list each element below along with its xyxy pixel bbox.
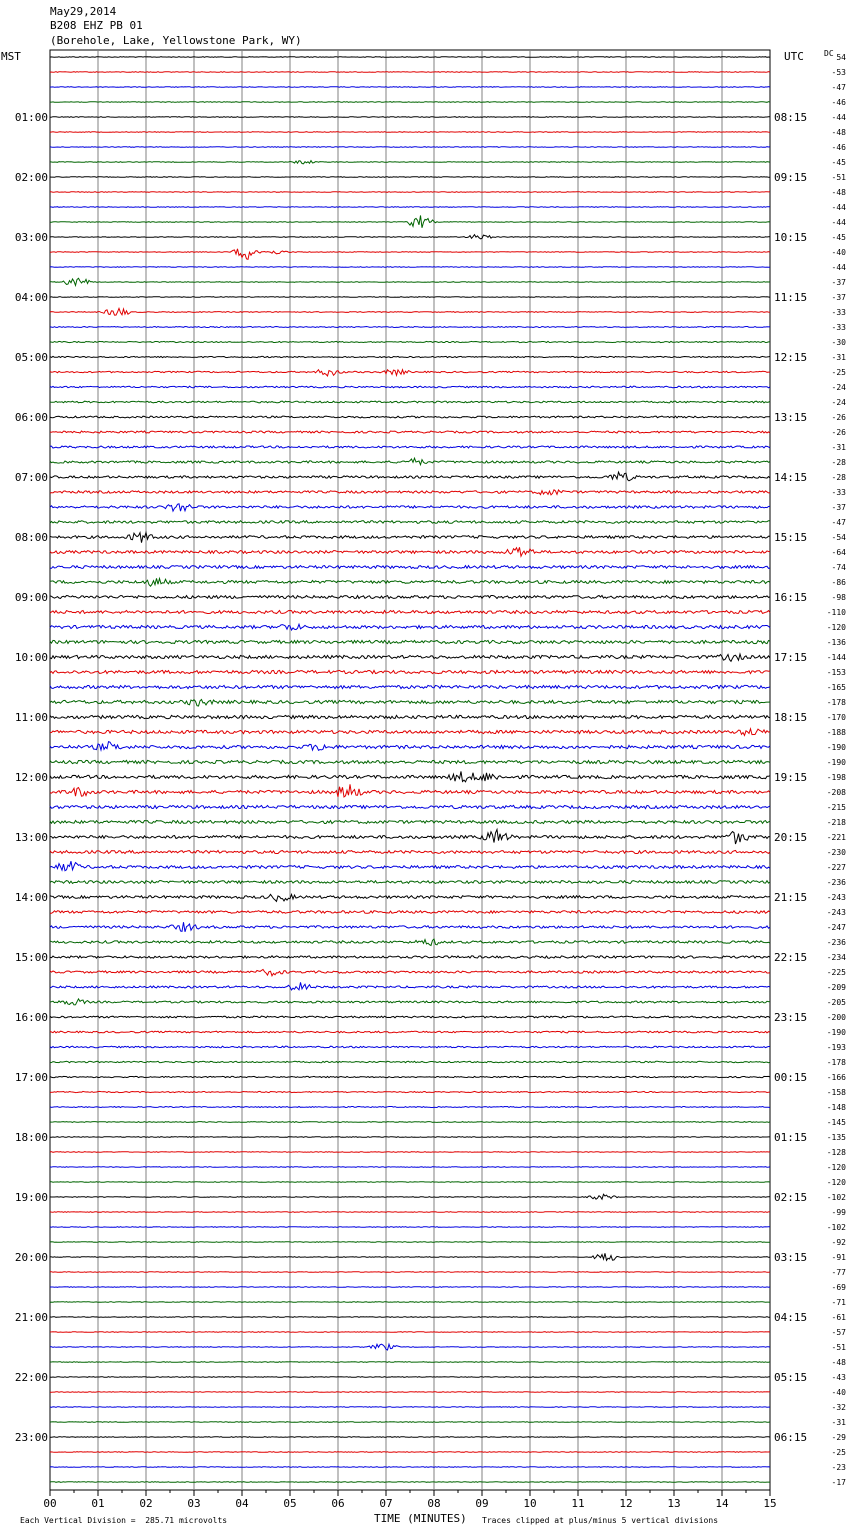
seismic-trace — [50, 249, 770, 259]
dc-offset-label: -40 — [831, 248, 846, 257]
dc-offset-label: -227 — [826, 863, 846, 872]
dc-offset-label: -198 — [826, 773, 846, 782]
seismic-trace — [50, 1182, 770, 1183]
seismic-trace — [50, 1362, 770, 1363]
mst-hour-label: 14:00 — [14, 891, 48, 904]
seismic-trace — [50, 267, 770, 268]
seismic-trace — [50, 1137, 770, 1138]
dc-offset-label: -44 — [831, 218, 846, 227]
seismic-trace — [50, 215, 770, 227]
mst-hour-label: 02:00 — [14, 171, 48, 184]
dc-offset-label: -128 — [826, 1148, 846, 1157]
utc-hour-label: 16:15 — [774, 591, 808, 604]
dc-offset-label: -24 — [831, 383, 846, 392]
utc-hour-label: 08:15 — [774, 111, 808, 124]
dc-offset-label: -57 — [831, 1328, 846, 1337]
dc-offset-label: -190 — [826, 758, 846, 767]
seismic-trace — [50, 1482, 770, 1483]
x-tick-label: 00 — [43, 1497, 57, 1510]
seismic-trace — [50, 1452, 770, 1453]
x-tick-label: 13 — [667, 1497, 681, 1510]
dc-offset-label: -71 — [831, 1298, 846, 1307]
dc-offset-label: -99 — [831, 1208, 846, 1217]
seismic-trace — [50, 533, 770, 543]
seismic-trace — [50, 458, 770, 465]
mst-hour-label: 04:00 — [14, 291, 48, 304]
mst-hour-label: 01:00 — [14, 111, 48, 124]
seismic-trace — [50, 72, 770, 73]
seismic-trace — [50, 1091, 770, 1092]
dc-offset-label: -190 — [826, 743, 846, 752]
seismic-trace — [50, 401, 770, 403]
seismic-trace — [50, 1227, 770, 1228]
seismic-trace — [50, 578, 770, 586]
x-tick-label: 06 — [331, 1497, 345, 1510]
mst-hour-label: 19:00 — [14, 1191, 48, 1204]
chart-date-title: May29,2014 — [50, 5, 117, 18]
mst-hour-label: 07:00 — [14, 471, 48, 484]
dc-offset-label: -45 — [831, 233, 846, 242]
seismic-trace — [50, 700, 770, 707]
seismic-trace — [50, 894, 770, 901]
dc-offset-label: -28 — [831, 473, 846, 482]
seismic-trace — [50, 742, 770, 751]
seismic-trace — [50, 969, 770, 975]
dc-offset-label: -46 — [831, 143, 846, 152]
dc-offset-label: -188 — [826, 728, 846, 737]
dc-offset-label: -91 — [831, 1253, 846, 1262]
dc-offset-label: -29 — [831, 1433, 846, 1442]
seismic-trace — [50, 611, 770, 614]
dc-offset-label: -48 — [831, 188, 846, 197]
dc-offset-label: -221 — [826, 833, 846, 842]
dc-offset-label: -193 — [826, 1043, 846, 1052]
seismic-trace — [50, 1317, 770, 1318]
utc-hour-label: 20:15 — [774, 831, 808, 844]
dc-offset-label: -190 — [826, 1028, 846, 1037]
seismic-trace — [50, 654, 770, 661]
seismic-trace — [50, 235, 770, 239]
seismic-trace — [50, 1344, 770, 1350]
dc-offset-label: -37 — [831, 503, 846, 512]
x-tick-label: 04 — [235, 1497, 249, 1510]
utc-hour-label: 22:15 — [774, 951, 808, 964]
utc-hour-label: 15:15 — [774, 531, 808, 544]
seismic-trace — [50, 370, 770, 376]
seismic-trace — [50, 670, 770, 673]
dc-offset-label: -32 — [831, 1403, 846, 1412]
seismic-trace — [50, 1122, 770, 1123]
seismic-trace — [50, 1287, 770, 1288]
utc-hour-label: 17:15 — [774, 651, 808, 664]
seismic-trace — [50, 308, 770, 315]
seismic-trace — [50, 341, 770, 342]
mst-hour-label: 09:00 — [14, 591, 48, 604]
seismic-trace — [50, 192, 770, 193]
x-tick-label: 07 — [379, 1497, 393, 1510]
dc-offset-label: -37 — [831, 278, 846, 287]
dc-offset-label: -23 — [831, 1463, 846, 1472]
dc-offset-label: -53 — [831, 68, 846, 77]
seismic-trace — [50, 1046, 770, 1048]
dc-offset-label: -243 — [826, 893, 846, 902]
x-tick-label: 15 — [763, 1497, 777, 1510]
utc-hour-label: 21:15 — [774, 891, 808, 904]
seismic-trace — [50, 490, 770, 495]
seismic-trace — [50, 1253, 770, 1260]
seismic-trace — [50, 1031, 770, 1033]
x-tick-label: 10 — [523, 1497, 537, 1510]
seismic-trace — [50, 999, 770, 1005]
seismic-trace — [50, 57, 770, 58]
seismic-trace — [50, 1407, 770, 1408]
right-timezone-label: UTC — [784, 50, 804, 63]
seismic-trace — [50, 596, 770, 599]
dc-offset-label: -209 — [826, 983, 846, 992]
seismic-trace — [50, 1392, 770, 1393]
dc-offset-label: -102 — [826, 1223, 846, 1232]
seismic-trace — [50, 939, 770, 946]
seismic-trace — [50, 624, 770, 630]
dc-offset-label: -205 — [826, 998, 846, 1007]
dc-offset-label: -225 — [826, 968, 846, 977]
mst-hour-label: 06:00 — [14, 411, 48, 424]
dc-offset-label: -33 — [831, 323, 846, 332]
seismic-trace — [50, 911, 770, 914]
x-axis-title: TIME (MINUTES) — [374, 1512, 467, 1525]
dc-offset-label: -236 — [826, 878, 846, 887]
seismic-trace — [50, 1272, 770, 1273]
dc-offset-label: -120 — [826, 1178, 846, 1187]
mst-hour-label: 13:00 — [14, 831, 48, 844]
utc-hour-label: 18:15 — [774, 711, 808, 724]
seismic-trace — [50, 922, 770, 932]
dc-offset-label: -64 — [831, 548, 846, 557]
dc-offset-label: -102 — [826, 1193, 846, 1202]
seismic-trace — [50, 821, 770, 824]
x-tick-label: 14 — [715, 1497, 729, 1510]
seismic-trace — [50, 416, 770, 418]
dc-label: DC — [824, 49, 834, 58]
seismic-trace — [50, 1016, 770, 1018]
dc-offset-label: -48 — [831, 1358, 846, 1367]
x-tick-label: 05 — [283, 1497, 297, 1510]
seismic-trace — [50, 431, 770, 433]
seismic-trace — [50, 1332, 770, 1333]
seismic-trace — [50, 566, 770, 569]
dc-offset-label: -24 — [831, 398, 846, 407]
utc-hour-label: 04:15 — [774, 1311, 808, 1324]
dc-offset-label: -44 — [831, 263, 846, 272]
mst-hour-label: 15:00 — [14, 951, 48, 964]
mst-hour-label: 21:00 — [14, 1311, 48, 1324]
x-tick-label: 08 — [427, 1497, 441, 1510]
seismic-trace — [50, 1076, 770, 1077]
utc-hour-label: 19:15 — [774, 771, 808, 784]
seismic-trace — [50, 472, 770, 481]
dc-offset-label: -208 — [826, 788, 846, 797]
seismic-trace — [50, 1212, 770, 1213]
utc-hour-label: 12:15 — [774, 351, 808, 364]
seismic-trace — [50, 830, 770, 845]
utc-hour-label: 09:15 — [774, 171, 808, 184]
utc-hour-label: 03:15 — [774, 1251, 808, 1264]
dc-offset-label: -145 — [826, 1118, 846, 1127]
dc-offset-label: -33 — [831, 308, 846, 317]
dc-offset-label: -44 — [831, 203, 846, 212]
mst-hour-label: 11:00 — [14, 711, 48, 724]
mst-hour-label: 23:00 — [14, 1431, 48, 1444]
dc-offset-label: -144 — [826, 653, 846, 662]
seismic-trace — [50, 102, 770, 103]
seismic-trace — [50, 356, 770, 357]
dc-offset-label: -31 — [831, 1418, 846, 1427]
dc-offset-label: 54 — [836, 53, 846, 62]
location-label: (Borehole, Lake, Yellowstone Park, WY) — [50, 34, 302, 47]
mst-hour-label: 22:00 — [14, 1371, 48, 1384]
seismic-trace — [50, 715, 770, 718]
mst-hour-label: 20:00 — [14, 1251, 48, 1264]
mst-hour-label: 12:00 — [14, 771, 48, 784]
seismic-trace — [50, 1194, 770, 1199]
seismic-trace — [50, 685, 770, 688]
dc-offset-label: -51 — [831, 1343, 846, 1352]
dc-offset-label: -178 — [826, 1058, 846, 1067]
dc-offset-label: -92 — [831, 1238, 846, 1247]
utc-hour-label: 14:15 — [774, 471, 808, 484]
seismic-trace — [50, 161, 770, 164]
dc-offset-label: -215 — [826, 803, 846, 812]
dc-offset-label: -54 — [831, 533, 846, 542]
seismic-trace — [50, 805, 770, 808]
dc-offset-label: -31 — [831, 443, 846, 452]
dc-offset-label: -77 — [831, 1268, 846, 1277]
x-tick-label: 02 — [139, 1497, 153, 1510]
utc-hour-label: 05:15 — [774, 1371, 808, 1384]
seismic-trace — [50, 1107, 770, 1108]
utc-hour-label: 02:15 — [774, 1191, 808, 1204]
utc-hour-label: 06:15 — [774, 1431, 808, 1444]
dc-offset-label: -31 — [831, 353, 846, 362]
dc-offset-label: -234 — [826, 953, 846, 962]
dc-offset-label: -136 — [826, 638, 846, 647]
dc-offset-label: -28 — [831, 458, 846, 467]
station-label: B208 EHZ PB 01 — [50, 19, 143, 32]
seismic-trace — [50, 1377, 770, 1378]
dc-offset-label: -47 — [831, 83, 846, 92]
seismic-trace — [50, 504, 770, 511]
seismic-trace — [50, 956, 770, 958]
seismic-trace — [50, 1422, 770, 1423]
seismic-trace — [50, 87, 770, 88]
dc-offset-label: -178 — [826, 698, 846, 707]
dc-offset-label: -200 — [826, 1013, 846, 1022]
dc-offset-label: -166 — [826, 1073, 846, 1082]
dc-offset-label: -236 — [826, 938, 846, 947]
dc-offset-label: -17 — [831, 1478, 846, 1487]
seismic-trace — [50, 729, 770, 736]
dc-offset-label: -69 — [831, 1283, 846, 1292]
seismic-trace — [50, 117, 770, 118]
dc-offset-label: -148 — [826, 1103, 846, 1112]
seismic-trace — [50, 446, 770, 448]
dc-offset-label: -165 — [826, 683, 846, 692]
dc-offset-label: -230 — [826, 848, 846, 857]
seismic-trace — [50, 521, 770, 524]
dc-offset-label: -40 — [831, 1388, 846, 1397]
mst-hour-label: 16:00 — [14, 1011, 48, 1024]
dc-offset-label: -120 — [826, 623, 846, 632]
seismic-trace — [50, 760, 770, 763]
dc-offset-label: -46 — [831, 98, 846, 107]
dc-offset-label: -247 — [826, 923, 846, 932]
seismic-trace — [50, 771, 770, 781]
dc-offset-label: -110 — [826, 608, 846, 617]
utc-hour-label: 00:15 — [774, 1071, 808, 1084]
seismic-trace — [50, 147, 770, 148]
dc-offset-label: -26 — [831, 413, 846, 422]
dc-offset-label: -153 — [826, 668, 846, 677]
dc-offset-label: -43 — [831, 1373, 846, 1382]
utc-hour-label: 01:15 — [774, 1131, 808, 1144]
mst-hour-label: 08:00 — [14, 531, 48, 544]
seismic-trace — [50, 132, 770, 133]
seismic-trace — [50, 386, 770, 388]
utc-hour-label: 11:15 — [774, 291, 808, 304]
seismic-trace — [50, 1061, 770, 1062]
mst-hour-label: 18:00 — [14, 1131, 48, 1144]
seismic-trace — [50, 851, 770, 854]
seismic-trace — [50, 640, 770, 643]
x-tick-label: 12 — [619, 1497, 633, 1510]
dc-offset-label: -61 — [831, 1313, 846, 1322]
dc-offset-label: -47 — [831, 518, 846, 527]
dc-offset-label: -74 — [831, 563, 846, 572]
dc-offset-label: -243 — [826, 908, 846, 917]
seismic-trace — [50, 177, 770, 178]
dc-offset-label: -30 — [831, 338, 846, 347]
x-tick-label: 03 — [187, 1497, 201, 1510]
left-timezone-label: MST — [1, 50, 21, 63]
seismic-trace — [50, 327, 770, 328]
x-tick-label: 01 — [91, 1497, 105, 1510]
seismic-trace — [50, 881, 770, 884]
seismic-trace — [50, 784, 770, 797]
clip-note: Traces clipped at plus/minus 5 vertical divisions — [482, 1516, 719, 1525]
seismic-trace — [50, 982, 770, 990]
mst-hour-label: 17:00 — [14, 1071, 48, 1084]
seismic-trace — [50, 1467, 770, 1468]
dc-offset-label: -37 — [831, 293, 846, 302]
mst-hour-label: 05:00 — [14, 351, 48, 364]
mst-hour-label: 10:00 — [14, 651, 48, 664]
scale-note: Each Vertical Division = 285.71 microvolts — [20, 1516, 228, 1525]
dc-offset-label: -45 — [831, 158, 846, 167]
seismic-trace — [50, 1437, 770, 1438]
dc-offset-label: -26 — [831, 428, 846, 437]
dc-offset-label: -33 — [831, 488, 846, 497]
plot-frame — [50, 50, 770, 1490]
dc-offset-label: -51 — [831, 173, 846, 182]
mst-hour-label: 03:00 — [14, 231, 48, 244]
utc-hour-label: 10:15 — [774, 231, 808, 244]
dc-offset-label: -25 — [831, 368, 846, 377]
x-tick-label: 11 — [571, 1497, 585, 1510]
seismic-trace — [50, 278, 770, 285]
dc-offset-label: -218 — [826, 818, 846, 827]
dc-offset-label: -120 — [826, 1163, 846, 1172]
dc-offset-label: -44 — [831, 113, 846, 122]
seismic-trace — [50, 1302, 770, 1303]
dc-offset-label: -98 — [831, 593, 846, 602]
seismic-trace — [50, 207, 770, 208]
seismic-trace — [50, 861, 770, 871]
utc-hour-label: 23:15 — [774, 1011, 808, 1024]
seismic-trace — [50, 547, 770, 556]
dc-offset-label: -25 — [831, 1448, 846, 1457]
utc-hour-label: 13:15 — [774, 411, 808, 424]
x-tick-label: 09 — [475, 1497, 489, 1510]
dc-offset-label: -170 — [826, 713, 846, 722]
seismic-trace — [50, 1152, 770, 1153]
seismic-trace — [50, 297, 770, 298]
seismic-trace — [50, 1242, 770, 1243]
dc-offset-label: -86 — [831, 578, 846, 587]
dc-offset-label: -135 — [826, 1133, 846, 1142]
seismic-trace — [50, 1167, 770, 1168]
dc-offset-label: -158 — [826, 1088, 846, 1097]
dc-offset-label: -48 — [831, 128, 846, 137]
